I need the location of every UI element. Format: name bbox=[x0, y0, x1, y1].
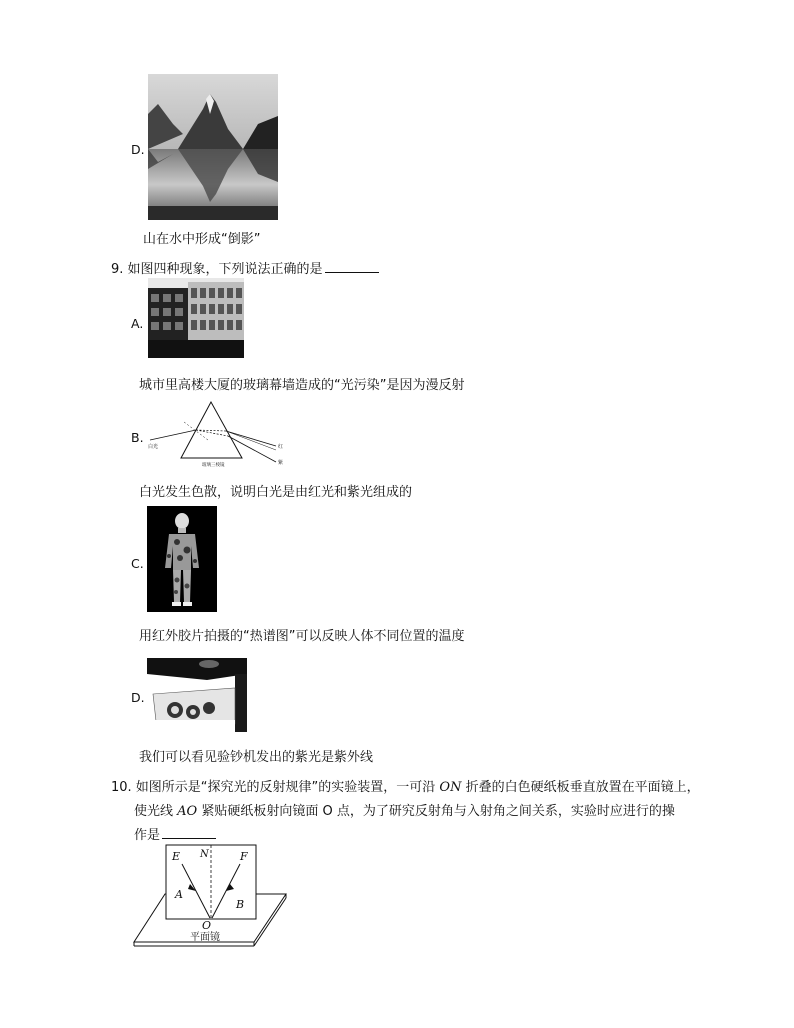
prism-dispersion-diagram bbox=[146, 398, 286, 470]
question-10-text-2a: 使光线 bbox=[134, 804, 174, 819]
question-9-text: 9. 如图四种现象，下列说法正确的是 bbox=[111, 262, 323, 277]
thermal-body-image bbox=[147, 506, 217, 612]
option-b-caption: 白光发生色散，说明白光是由红光和紫光组成的 bbox=[139, 485, 413, 500]
option-d-caption: 山在水中形成“倒影” bbox=[143, 232, 261, 247]
question-10-line-1 bbox=[111, 776, 700, 795]
question-10-line-3 bbox=[134, 824, 216, 843]
variable-ao: AO bbox=[177, 804, 198, 819]
label-a: A bbox=[175, 888, 183, 901]
label-o: O bbox=[202, 919, 212, 932]
mountain-reflection-image bbox=[148, 74, 278, 220]
option-d-letter: D. bbox=[131, 142, 145, 157]
option-d-letter: D. bbox=[131, 690, 145, 705]
glass-building-image bbox=[148, 278, 244, 358]
prism-red-label: 红 bbox=[278, 444, 284, 450]
mirror-label: 平面镜 bbox=[190, 932, 220, 943]
option-b-letter: B. bbox=[131, 430, 144, 445]
option-a-caption: 城市里高楼大厦的玻璃幕墙造成的“光污染”是因为漫反射 bbox=[139, 378, 465, 393]
variable-on: ON bbox=[439, 780, 462, 795]
option-c-caption: 用红外胶片拍摄的“热谱图”可以反映人体不同位置的温度 bbox=[139, 629, 465, 644]
money-detector-image bbox=[147, 654, 247, 732]
label-n: N bbox=[200, 849, 209, 860]
label-f: F bbox=[240, 850, 248, 863]
option-d-caption: 我们可以看见验钞机发出的紫光是紫外线 bbox=[139, 750, 374, 765]
label-e: E bbox=[172, 850, 181, 863]
question-10-line-2 bbox=[134, 800, 675, 819]
option-c-letter: C. bbox=[131, 556, 144, 571]
label-b: B bbox=[236, 898, 245, 911]
question-10-text-2b: 紧贴硬纸板射向镜面 O 点，为了研究反射角与入射角之间关系，实验时应进行的操 bbox=[201, 804, 675, 819]
prism-label: 玻璃三棱镜 bbox=[202, 462, 225, 467]
prism-white-light-label: 白光 bbox=[148, 444, 159, 450]
option-a-letter: A. bbox=[131, 316, 144, 331]
answer-blank[interactable] bbox=[162, 826, 216, 839]
reflection-experiment-diagram bbox=[130, 842, 288, 954]
question-10-text-3: 作是 bbox=[134, 828, 161, 843]
question-9-stem bbox=[111, 258, 379, 277]
question-10-text-1a: 10. 如图所示是“探究光的反射规律”的实验装置，一可沿 bbox=[111, 780, 436, 795]
question-10-text-1b: 折叠的白色硬纸板垂直放置在平面镜上， bbox=[465, 780, 700, 795]
answer-blank[interactable] bbox=[325, 260, 379, 273]
prism-violet-label: 紫 bbox=[278, 460, 284, 466]
